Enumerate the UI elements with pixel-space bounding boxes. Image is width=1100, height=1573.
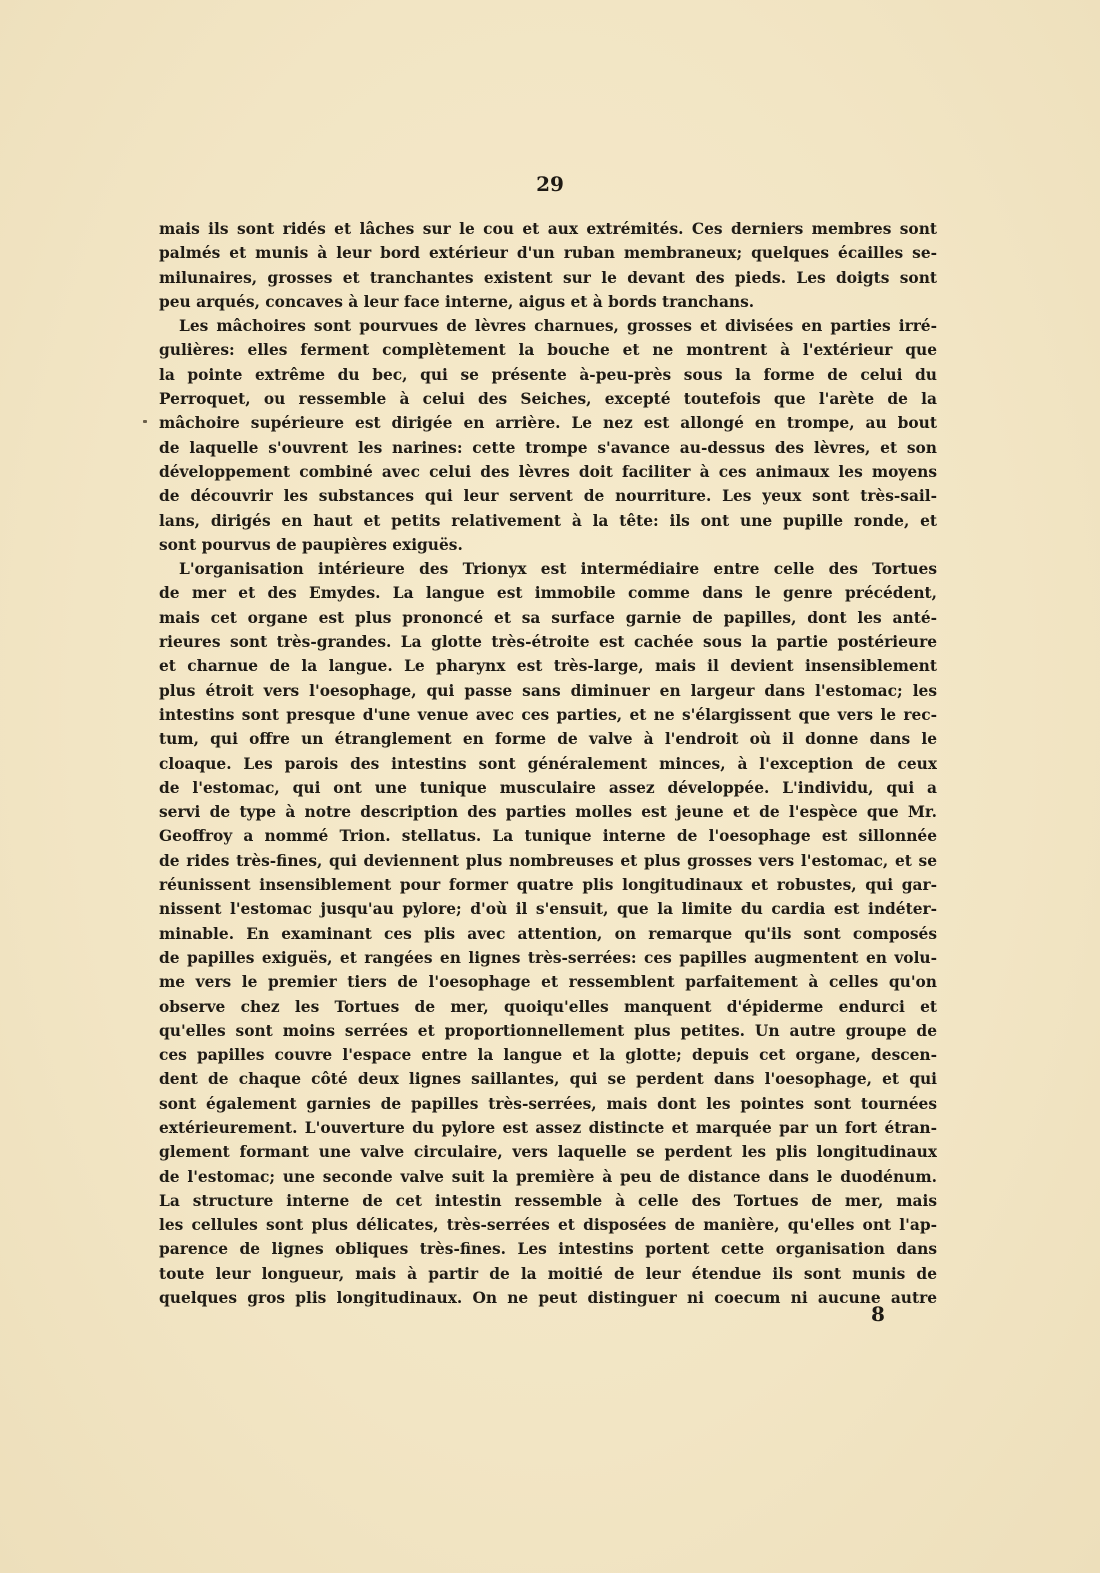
text-line: parence de lignes obliques très-fines. Les intestins portent cette organisation dans bbox=[159, 1240, 937, 1259]
text-line: Perroquet, ou ressemble à celui des Seiches, excepté toutefois que l'arète de la bbox=[159, 390, 937, 409]
text-line: me vers le premier tiers de l'oesophage et ressemblent parfaitement à celles qu'on bbox=[159, 973, 937, 992]
text-line: Geoffroy a nommé Trion. stellatus. La tunique interne de l'oesophage est sillonnée bbox=[159, 827, 937, 846]
text-line: de mer et des Emydes. La langue est immobile comme dans le genre précédent, bbox=[159, 584, 937, 603]
text-line: de rides très-fines, qui deviennent plus nombreuses et plus grosses vers l'estomac, et se bbox=[159, 851, 937, 870]
text-line: milunaires, grosses et tranchantes existent sur le devant des pieds. Les doigts sont bbox=[159, 268, 937, 287]
text-line: glement formant une valve circulaire, vers laquelle se perdent les plis longitudinaux bbox=[159, 1143, 937, 1162]
text-line: dent de chaque côté deux lignes saillantes, qui se perdent dans l'oesophage, et qui bbox=[159, 1070, 937, 1089]
text-line: gulières: elles ferment complètement la bouche et ne montrent à l'extérieur que bbox=[159, 341, 937, 360]
text-line: la pointe extrême du bec, qui se présente à-peu-près sous la forme de celui du bbox=[159, 365, 937, 384]
margin-mark bbox=[143, 420, 147, 423]
text-line: ces papilles couvre l'espace entre la langue et la glotte; depuis cet organe, descen- bbox=[159, 1046, 937, 1065]
text-line: sont pourvus de paupières exiguës. bbox=[159, 535, 463, 554]
text-line: intestins sont presque d'une venue avec ces parties, et ne s'élargissent que vers le rec- bbox=[159, 705, 937, 724]
signature-mark: 8 bbox=[871, 1302, 885, 1326]
text-line: de laquelle s'ouvrent les narines: cette trompe s'avance au-dessus des lèvres, et son bbox=[159, 438, 937, 457]
text-line: peu arqués, concaves à leur face interne, aigus et à bords tranchans. bbox=[159, 292, 755, 311]
text-line: mais ils sont ridés et lâches sur le cou et aux extrémités. Ces derniers membres sont bbox=[159, 220, 937, 238]
text-line: observe chez les Tortues de mer, quoiqu'elles manquent d'épiderme endurci et bbox=[159, 997, 937, 1016]
text-line: de l'estomac; une seconde valve suit la première à peu de distance dans le duodénum. bbox=[159, 1167, 937, 1186]
text-line: quelques gros plis longitudinaux. On ne peut distinguer ni coecum ni aucune autre bbox=[159, 1289, 937, 1308]
text-line: cloaque. Les parois des intestins sont généralement minces, à l'exception de ceux bbox=[159, 754, 937, 773]
text-line: qu'elles sont moins serrées et proportionnellement plus petites. Un autre groupe de bbox=[159, 1021, 937, 1040]
text-line: réunissent insensiblement pour former quatre plis longitudinaux et robustes, qui gar- bbox=[159, 876, 937, 895]
text-line: lans, dirigés en haut et petits relativement à la tête: ils ont une pupille ronde, et bbox=[159, 511, 937, 530]
text-line: minable. En examinant ces plis avec attention, on remarque qu'ils sont composés bbox=[159, 924, 937, 943]
text-line: tum, qui offre un étranglement en forme de valve à l'endroit où il donne dans le bbox=[159, 730, 937, 749]
text-line: nissent l'estomac jusqu'au pylore; d'où il s'ensuit, que la limite du cardia est indéter- bbox=[159, 900, 937, 919]
text-line: plus étroit vers l'oesophage, qui passe sans diminuer en largeur dans l'estomac; les bbox=[159, 681, 937, 700]
text-line: rieures sont très-grandes. La glotte très-étroite est cachée sous la partie postérieure bbox=[159, 633, 937, 652]
body-text bbox=[159, 217, 937, 1310]
text-line: développement combiné avec celui des lèvres doit faciliter à ces animaux les moyens bbox=[159, 462, 937, 481]
page-number: 29 bbox=[536, 172, 564, 196]
text-line: mâchoire supérieure est dirigée en arrière. Le nez est allongé en trompe, au bout bbox=[159, 414, 937, 433]
text-line: sont également garnies de papilles très-serrées, mais dont les pointes sont tournées bbox=[159, 1094, 937, 1113]
text-line: Les mâchoires sont pourvues de lèvres charnues, grosses et divisées en parties irré- bbox=[179, 317, 937, 336]
text-line: toute leur longueur, mais à partir de la moitié de leur étendue ils sont munis de bbox=[159, 1264, 937, 1283]
text-line: servi de type à notre description des parties molles est jeune et de l'espèce que Mr. bbox=[159, 803, 937, 822]
text-line: de découvrir les substances qui leur servent de nourriture. Les yeux sont très-sail- bbox=[159, 487, 937, 506]
text-line: palmés et munis à leur bord extérieur d'un ruban membraneux; quelques écailles se- bbox=[159, 244, 937, 263]
text-line: de l'estomac, qui ont une tunique musculaire assez développée. L'individu, qui a bbox=[159, 778, 937, 797]
text-line: La structure interne de cet intestin ressemble à celle des Tortues de mer, mais bbox=[159, 1191, 937, 1210]
text-line: L'organisation intérieure des Trionyx est intermédiaire entre celle des Tortues bbox=[179, 560, 937, 579]
text-line: extérieurement. L'ouverture du pylore est assez distincte et marquée par un fort étran- bbox=[159, 1118, 937, 1137]
text-line: et charnue de la langue. Le pharynx est très-large, mais il devient insensiblement bbox=[159, 657, 937, 676]
text-line: mais cet organe est plus prononcé et sa surface garnie de papilles, dont les anté- bbox=[159, 608, 937, 627]
text-line: de papilles exiguës, et rangées en lignes très-serrées: ces papilles augmentent en volu- bbox=[159, 948, 937, 967]
text-line: les cellules sont plus délicates, très-serrées et disposées de manière, qu'elles ont l'ap- bbox=[159, 1216, 937, 1235]
